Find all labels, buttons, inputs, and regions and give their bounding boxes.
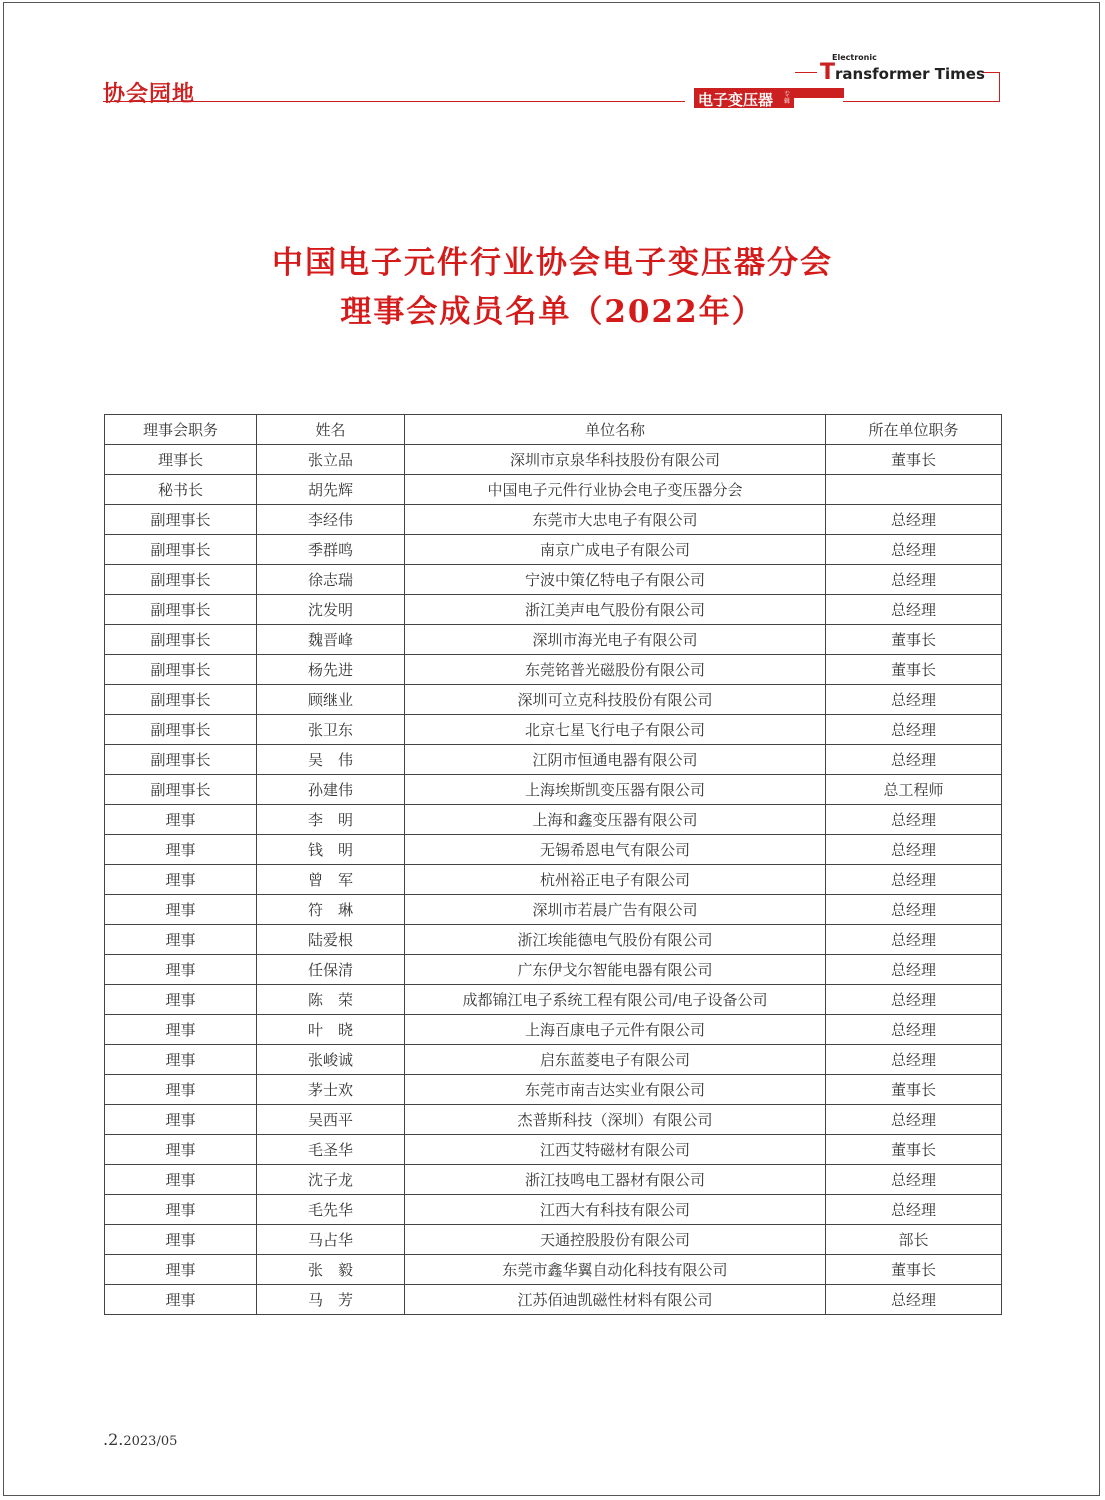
cell-organization: 江西大有科技有限公司: [405, 1195, 826, 1225]
table-row: [105, 625, 1002, 655]
brand-logo: [820, 60, 985, 85]
cell-council-role: 副理事长: [105, 565, 257, 595]
brand-initial: T: [820, 60, 836, 85]
cell-name: 毛圣华: [257, 1135, 405, 1165]
cell-org-position: 总经理: [826, 595, 1002, 625]
cell-name: 魏晋峰: [257, 625, 405, 655]
page-number: .2.: [103, 1430, 124, 1449]
table-row: [105, 715, 1002, 745]
cell-organization: 上海百康电子元件有限公司: [405, 1015, 826, 1045]
table-row: [105, 1105, 1002, 1135]
brand-rest: ransformer Times: [835, 65, 985, 83]
cell-council-role: 副理事长: [105, 505, 257, 535]
cell-org-position: 董事长: [826, 445, 1002, 475]
table-row: [105, 1045, 1002, 1075]
cell-council-role: 理事: [105, 1195, 257, 1225]
cell-name: 符 琳: [257, 895, 405, 925]
cell-org-position: 总经理: [826, 1195, 1002, 1225]
magazine-name: 电子变压器: [698, 91, 774, 109]
col-header-org-position: 所在单位职务: [826, 415, 1002, 445]
cell-org-position: 部长: [826, 1225, 1002, 1255]
table-body: [105, 445, 1002, 1315]
cell-organization: 江苏佰迪凯磁性材料有限公司: [405, 1285, 826, 1315]
cell-organization: 深圳市海光电子有限公司: [405, 625, 826, 655]
page-footer: [103, 1430, 177, 1449]
cell-org-position: 董事长: [826, 1075, 1002, 1105]
cell-organization: 上海埃斯凯变压器有限公司: [405, 775, 826, 805]
cell-organization: 中国电子元件行业协会电子变压器分会: [405, 475, 826, 505]
table-row: [105, 565, 1002, 595]
cell-organization: 启东蓝菱电子有限公司: [405, 1045, 826, 1075]
cell-name: 任保清: [257, 955, 405, 985]
cell-org-position: 总经理: [826, 925, 1002, 955]
table-row: [105, 1135, 1002, 1165]
brand-line-left: [795, 72, 817, 73]
cell-name: 陈 荣: [257, 985, 405, 1015]
col-header-organization: 单位名称: [405, 415, 826, 445]
table-row: [105, 475, 1002, 505]
table-row: [105, 1225, 1002, 1255]
cell-council-role: 理事: [105, 1045, 257, 1075]
cell-org-position: 总经理: [826, 985, 1002, 1015]
cell-name: 李 明: [257, 805, 405, 835]
cell-council-role: 理事: [105, 1285, 257, 1315]
cell-org-position: 总经理: [826, 955, 1002, 985]
cell-organization: 深圳市若晨广告有限公司: [405, 895, 826, 925]
cell-name: 陆爱根: [257, 925, 405, 955]
cell-council-role: 理事: [105, 1165, 257, 1195]
table-row: [105, 1075, 1002, 1105]
cell-org-position: 董事长: [826, 655, 1002, 685]
table-row: [105, 745, 1002, 775]
cell-name: 曾 军: [257, 865, 405, 895]
cell-organization: 东莞市南吉达实业有限公司: [405, 1075, 826, 1105]
cell-council-role: 理事: [105, 895, 257, 925]
cell-name: 张峻诚: [257, 1045, 405, 1075]
cell-council-role: 理事: [105, 1135, 257, 1165]
table-row: [105, 655, 1002, 685]
cell-name: 李经伟: [257, 505, 405, 535]
cell-council-role: 理事: [105, 1105, 257, 1135]
cell-name: 毛先华: [257, 1195, 405, 1225]
table-row: [105, 865, 1002, 895]
cell-org-position: 总经理: [826, 1015, 1002, 1045]
cell-name: 沈发明: [257, 595, 405, 625]
header-rule-right: [843, 101, 1000, 102]
cell-name: 钱 明: [257, 835, 405, 865]
cell-organization: 江西艾特磁材有限公司: [405, 1135, 826, 1165]
cell-name: 季群鸣: [257, 535, 405, 565]
cell-name: 沈子龙: [257, 1165, 405, 1195]
cell-name: 吴 伟: [257, 745, 405, 775]
cell-council-role: 副理事长: [105, 685, 257, 715]
cell-organization: 上海和鑫变压器有限公司: [405, 805, 826, 835]
table-row: [105, 985, 1002, 1015]
cell-org-position: 总经理: [826, 565, 1002, 595]
cell-org-position: 总经理: [826, 835, 1002, 865]
magazine-banner-step: [794, 88, 844, 98]
magazine-tag: 专辑: [784, 91, 791, 105]
cell-council-role: 副理事长: [105, 625, 257, 655]
cell-org-position: 总经理: [826, 1285, 1002, 1315]
cell-organization: 无锡希恩电气有限公司: [405, 835, 826, 865]
cell-council-role: 秘书长: [105, 475, 257, 505]
cell-organization: 东莞市鑫华翼自动化科技有限公司: [405, 1255, 826, 1285]
cell-org-position: 总经理: [826, 1105, 1002, 1135]
cell-org-position: 总经理: [826, 1045, 1002, 1075]
cell-organization: 天通控股股份有限公司: [405, 1225, 826, 1255]
cell-org-position: 总经理: [826, 685, 1002, 715]
table-row: [105, 955, 1002, 985]
table-row: [105, 925, 1002, 955]
cell-org-position: 总经理: [826, 865, 1002, 895]
cell-council-role: 副理事长: [105, 775, 257, 805]
cell-organization: 浙江技鸣电工器材有限公司: [405, 1165, 826, 1195]
cell-council-role: 副理事长: [105, 535, 257, 565]
cell-org-position: 董事长: [826, 1135, 1002, 1165]
cell-org-position: 总经理: [826, 895, 1002, 925]
cell-org-position: 总经理: [826, 805, 1002, 835]
cell-organization: 江阴市恒通电器有限公司: [405, 745, 826, 775]
table-row: [105, 535, 1002, 565]
cell-name: 张立品: [257, 445, 405, 475]
cell-name: 张 毅: [257, 1255, 405, 1285]
table-row: [105, 895, 1002, 925]
cell-organization: 深圳可立克科技股份有限公司: [405, 685, 826, 715]
cell-organization: 成都锦江电子系统工程有限公司/电子设备公司: [405, 985, 826, 1015]
cell-council-role: 副理事长: [105, 595, 257, 625]
table-row: [105, 1165, 1002, 1195]
cell-organization: 浙江美声电气股份有限公司: [405, 595, 826, 625]
header-rule: [103, 101, 685, 102]
cell-council-role: 副理事长: [105, 745, 257, 775]
cell-org-position: 总经理: [826, 745, 1002, 775]
cell-council-role: 副理事长: [105, 715, 257, 745]
cell-name: 杨先进: [257, 655, 405, 685]
cell-name: 张卫东: [257, 715, 405, 745]
table-header-row: [105, 415, 1002, 445]
table-row: [105, 1255, 1002, 1285]
cell-name: 吴西平: [257, 1105, 405, 1135]
cell-council-role: 理事: [105, 1015, 257, 1045]
cell-council-role: 理事: [105, 1225, 257, 1255]
cell-org-position: 总经理: [826, 1165, 1002, 1195]
cell-organization: 广东伊戈尔智能电器有限公司: [405, 955, 826, 985]
col-header-council-role: 理事会职务: [105, 415, 257, 445]
cell-name: 茅士欢: [257, 1075, 405, 1105]
cell-council-role: 理事: [105, 955, 257, 985]
cell-council-role: 理事: [105, 835, 257, 865]
table-row: [105, 1015, 1002, 1045]
table-row: [105, 805, 1002, 835]
cell-name: 孙建伟: [257, 775, 405, 805]
cell-name: 徐志瑞: [257, 565, 405, 595]
cell-organization: 北京七星飞行电子有限公司: [405, 715, 826, 745]
table-row: [105, 685, 1002, 715]
cell-organization: 南京广成电子有限公司: [405, 535, 826, 565]
cell-org-position: 董事长: [826, 625, 1002, 655]
cell-council-role: 理事: [105, 925, 257, 955]
cell-organization: 宁波中策亿特电子有限公司: [405, 565, 826, 595]
cell-organization: 东莞铭普光磁股份有限公司: [405, 655, 826, 685]
table-row: [105, 505, 1002, 535]
table-row: [105, 1195, 1002, 1225]
issue-date: 2023/05: [123, 1434, 178, 1449]
cell-council-role: 理事: [105, 1075, 257, 1105]
cell-council-role: 理事: [105, 1255, 257, 1285]
cell-council-role: 理事长: [105, 445, 257, 475]
cell-org-position: 总经理: [826, 535, 1002, 565]
table-row: [105, 445, 1002, 475]
page-title-line2: 理事会成员名单（2022年）: [340, 294, 765, 330]
header-corner-tick: [999, 73, 1000, 102]
col-header-name: 姓名: [257, 415, 405, 445]
cell-council-role: 副理事长: [105, 655, 257, 685]
cell-org-position: [826, 475, 1002, 505]
cell-organization: 深圳市京泉华科技股份有限公司: [405, 445, 826, 475]
cell-org-position: 总经理: [826, 715, 1002, 745]
cell-organization: 杰普斯科技（深圳）有限公司: [405, 1105, 826, 1135]
cell-name: 胡先辉: [257, 475, 405, 505]
cell-org-position: 总经理: [826, 505, 1002, 535]
cell-organization: 杭州裕正电子有限公司: [405, 865, 826, 895]
cell-organization: 浙江埃能德电气股份有限公司: [405, 925, 826, 955]
cell-council-role: 理事: [105, 805, 257, 835]
cell-org-position: 总工程师: [826, 775, 1002, 805]
table-row: [105, 1285, 1002, 1315]
cell-council-role: 理事: [105, 985, 257, 1015]
cell-name: 顾继业: [257, 685, 405, 715]
cell-council-role: 理事: [105, 865, 257, 895]
cell-name: 马 芳: [257, 1285, 405, 1315]
cell-org-position: 董事长: [826, 1255, 1002, 1285]
table-row: [105, 835, 1002, 865]
cell-name: 马占华: [257, 1225, 405, 1255]
cell-organization: 东莞市大忠电子有限公司: [405, 505, 826, 535]
brand-electronic: Electronic: [832, 53, 877, 62]
section-title: 协会园地: [103, 82, 196, 107]
table-row: [105, 595, 1002, 625]
page-title-line1: 中国电子元件行业协会电子变压器分会: [272, 245, 833, 281]
member-table: [104, 414, 1002, 1315]
cell-name: 叶 晓: [257, 1015, 405, 1045]
table-row: [105, 775, 1002, 805]
